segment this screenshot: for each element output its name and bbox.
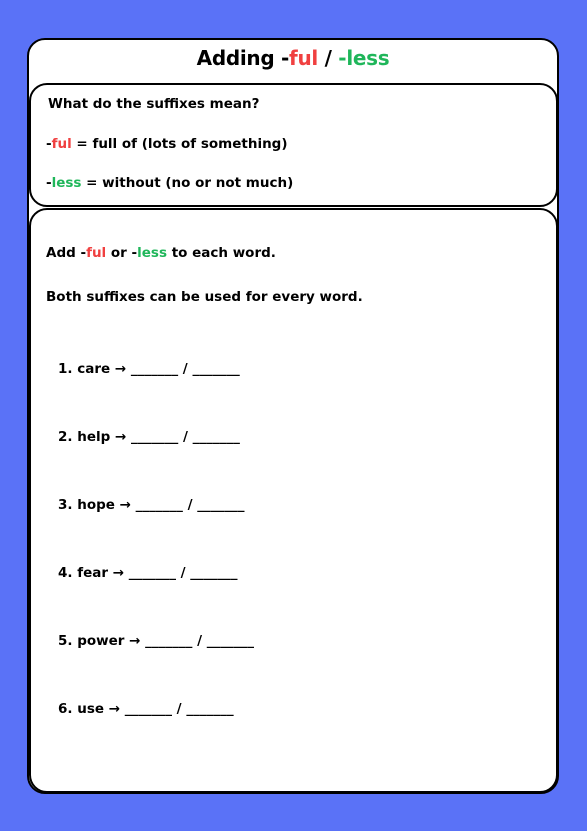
title-prefix: Adding: [196, 46, 282, 70]
title-less: less: [346, 46, 390, 70]
less-definition: = without (no or not much): [81, 175, 294, 191]
exercise-item-2[interactable]: 2. help → _______ / _______: [58, 429, 240, 445]
page-title: [29, 46, 557, 70]
less-suffix: less: [51, 175, 82, 191]
exercise-item-3[interactable]: 3. hope → _______ / _______: [58, 497, 245, 513]
ful-dash: -: [46, 136, 52, 152]
title-dash-ful: -: [281, 46, 290, 70]
instruction-ful: ful: [86, 245, 107, 261]
instruction-line-1: [46, 245, 276, 261]
instruction-text-a: Add -: [46, 245, 87, 261]
ful-suffix: ful: [51, 136, 72, 152]
title-ful: ful: [289, 46, 318, 70]
exercise-item-1[interactable]: 1. care → _______ / _______: [58, 361, 240, 377]
task-box: [29, 208, 558, 793]
title-slash: /: [317, 46, 339, 70]
ful-definition: = full of (lots of something): [71, 136, 288, 152]
title-dash-less: -: [338, 46, 347, 70]
exercise-item-4[interactable]: 4. fear → _______ / _______: [58, 565, 238, 581]
instruction-text-b: or -: [106, 245, 138, 261]
less-dash: -: [46, 175, 52, 191]
instruction-less: less: [137, 245, 167, 261]
meaning-question: What do the suffixes mean?: [48, 96, 260, 112]
less-meaning: [46, 175, 293, 191]
ful-meaning: [46, 136, 288, 152]
instruction-line-2: Both suffixes can be used for every word.: [46, 289, 363, 305]
suffix-meaning-box: [29, 83, 558, 207]
exercise-item-5[interactable]: 5. power → _______ / _______: [58, 633, 254, 649]
instruction-text-c: to each word.: [167, 245, 276, 261]
exercise-item-6[interactable]: 6. use → _______ / _______: [58, 701, 234, 717]
